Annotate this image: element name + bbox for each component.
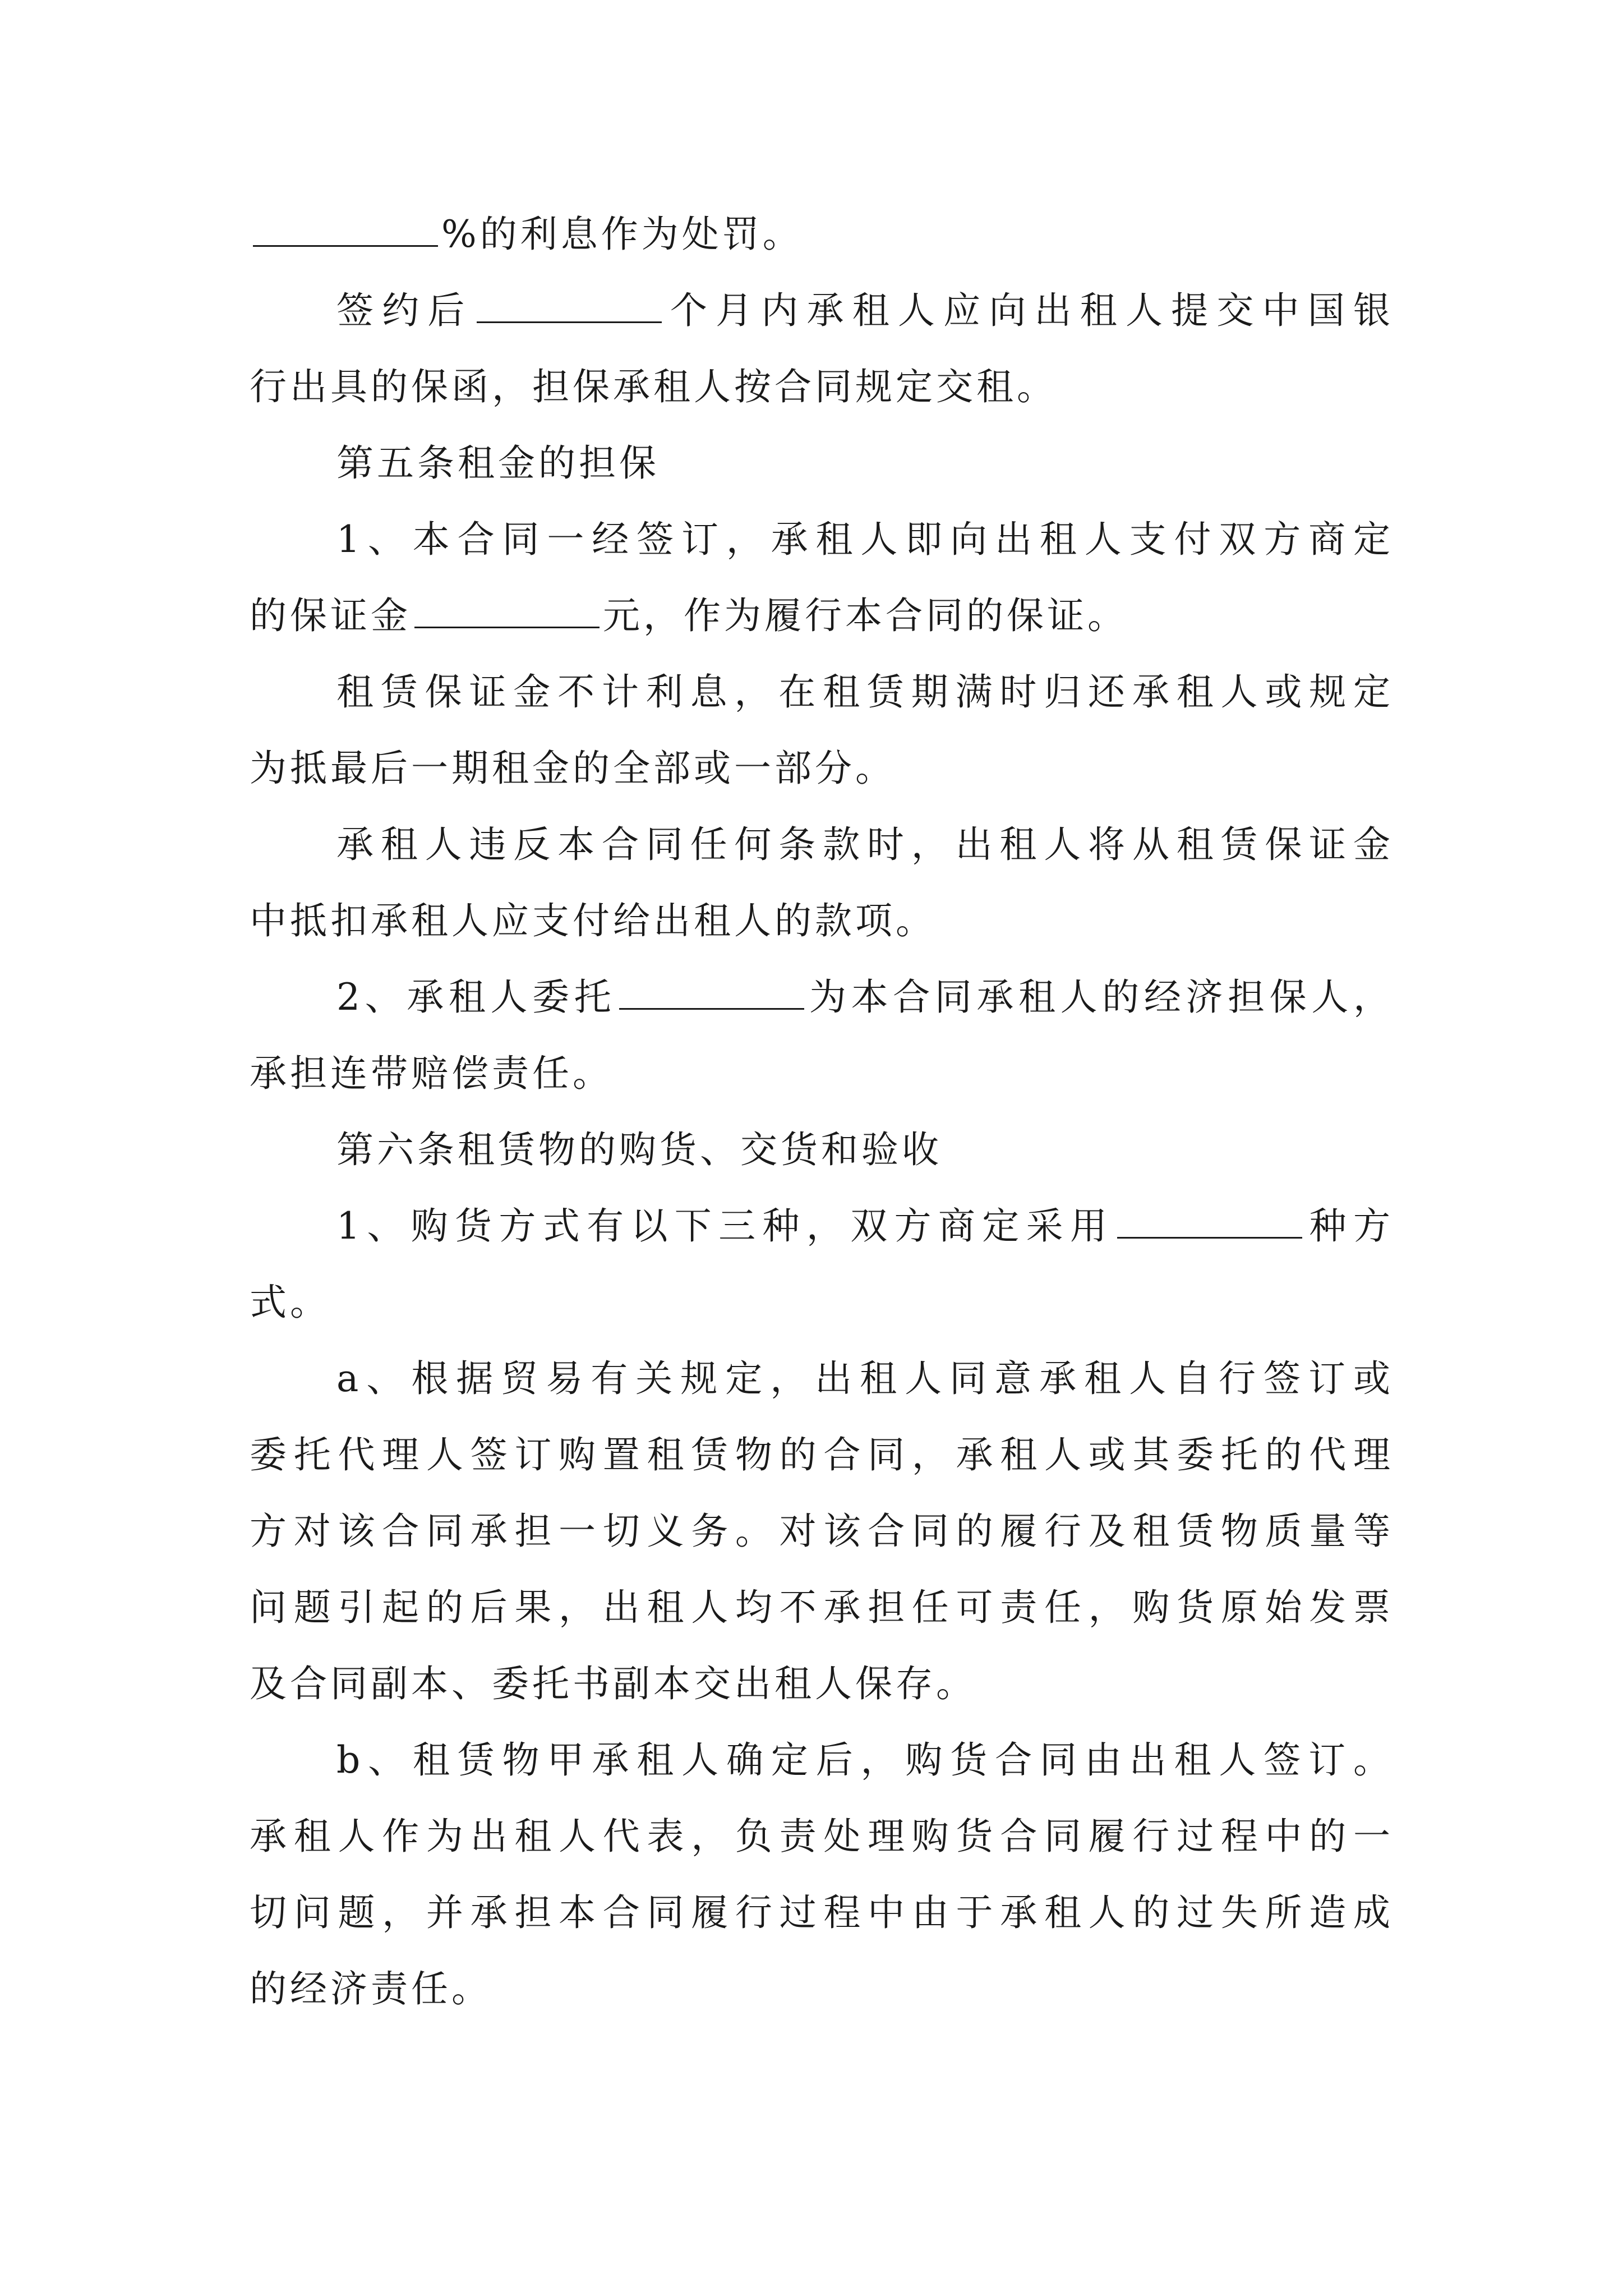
text-line: [250, 425, 1394, 501]
text-line: [250, 578, 1394, 654]
document-body: [250, 196, 1394, 2027]
text-line: [250, 959, 1394, 1036]
line-text: 的保证金: [250, 594, 411, 637]
text-line: [250, 273, 1394, 349]
line-text: 式。: [250, 1281, 330, 1324]
line-text: 行出具的保函，担保承租人按合同规定交租。: [250, 365, 1057, 408]
text-line: [250, 1570, 1394, 1646]
text-line: [250, 1417, 1394, 1493]
line-text: a、根据贸易有关规定，出租人同意承租人自行签订或: [336, 1357, 1394, 1400]
line-text-after-blank: %的利息作为处罚。: [441, 213, 803, 256]
text-line: [250, 1341, 1394, 1417]
line-text-after-blank: 种方: [1306, 1204, 1394, 1248]
line-text: 租赁保证金不计利息，在租赁期满时归还承租人或规定: [336, 670, 1394, 714]
text-line: [250, 1493, 1394, 1570]
fill-in-blank: [1117, 1200, 1302, 1239]
line-text-after-blank: 为本合同承租人的经济担保人，: [808, 976, 1394, 1019]
line-text: 承租人作为出租人代表，负责处理购货合同履行过程中的一: [250, 1815, 1394, 1858]
text-line: [250, 1036, 1394, 1112]
text-line: [250, 883, 1394, 959]
text-line: [250, 807, 1394, 883]
text-line: [250, 1722, 1394, 1798]
text-line: [250, 1798, 1394, 1875]
text-line: [250, 1646, 1394, 1722]
fill-in-blank: [253, 208, 438, 247]
line-text: 1、本合同一经签订，承租人即向出租人支付双方商定: [336, 518, 1394, 561]
text-line: [250, 1875, 1394, 1951]
line-text: 方对该合同承担一切义务。对该合同的履行及租赁物质量等: [250, 1510, 1394, 1553]
line-text: 中抵扣承租人应支付给出租人的款项。: [250, 899, 936, 942]
text-line: [250, 1951, 1394, 2027]
line-text: 为抵最后一期租金的全部或一部分。: [250, 747, 896, 790]
text-line: [250, 196, 1394, 273]
line-text: 第六条租赁物的购货、交货和验收: [336, 1128, 942, 1171]
fill-in-blank: [414, 590, 600, 628]
line-text: 签约后: [336, 289, 473, 332]
line-text: 承租人违反本合同任何条款时，出租人将从租赁保证金: [336, 823, 1394, 866]
fill-in-blank: [619, 971, 804, 1010]
line-text: 第五条租金的担保: [336, 441, 660, 485]
line-text: 的经济责任。: [250, 1967, 492, 2010]
text-line: [250, 1112, 1394, 1188]
line-text-after-blank: 个月内承租人应向出租人提交中国银: [665, 289, 1394, 332]
line-text: 委托代理人签订购置租赁物的合同，承租人或其委托的代理: [250, 1433, 1394, 1476]
line-text: 及合同副本、委托书副本交出租人保存。: [250, 1662, 976, 1705]
line-text: 1、购货方式有以下三种，双方商定采用: [336, 1204, 1114, 1248]
line-text: 承担连带赔偿责任。: [250, 1052, 613, 1095]
text-line: [250, 1188, 1394, 1264]
line-text: 切问题，并承担本合同履行过程中由于承租人的过失所造成: [250, 1891, 1394, 1934]
text-line: [250, 349, 1394, 425]
line-text-after-blank: 元，作为履行本合同的保证。: [603, 594, 1128, 637]
text-line: [250, 654, 1394, 730]
line-text: 问题引起的后果，出租人均不承担任可责任，购货原始发票: [250, 1586, 1394, 1629]
text-line: [250, 501, 1394, 578]
line-text: b、租赁物甲承租人确定后，购货合同由出租人签订。: [336, 1738, 1394, 1782]
line-text: 2、承租人委托: [336, 976, 616, 1019]
text-line: [250, 730, 1394, 807]
fill-in-blank: [477, 284, 662, 323]
text-line: [250, 1264, 1394, 1341]
